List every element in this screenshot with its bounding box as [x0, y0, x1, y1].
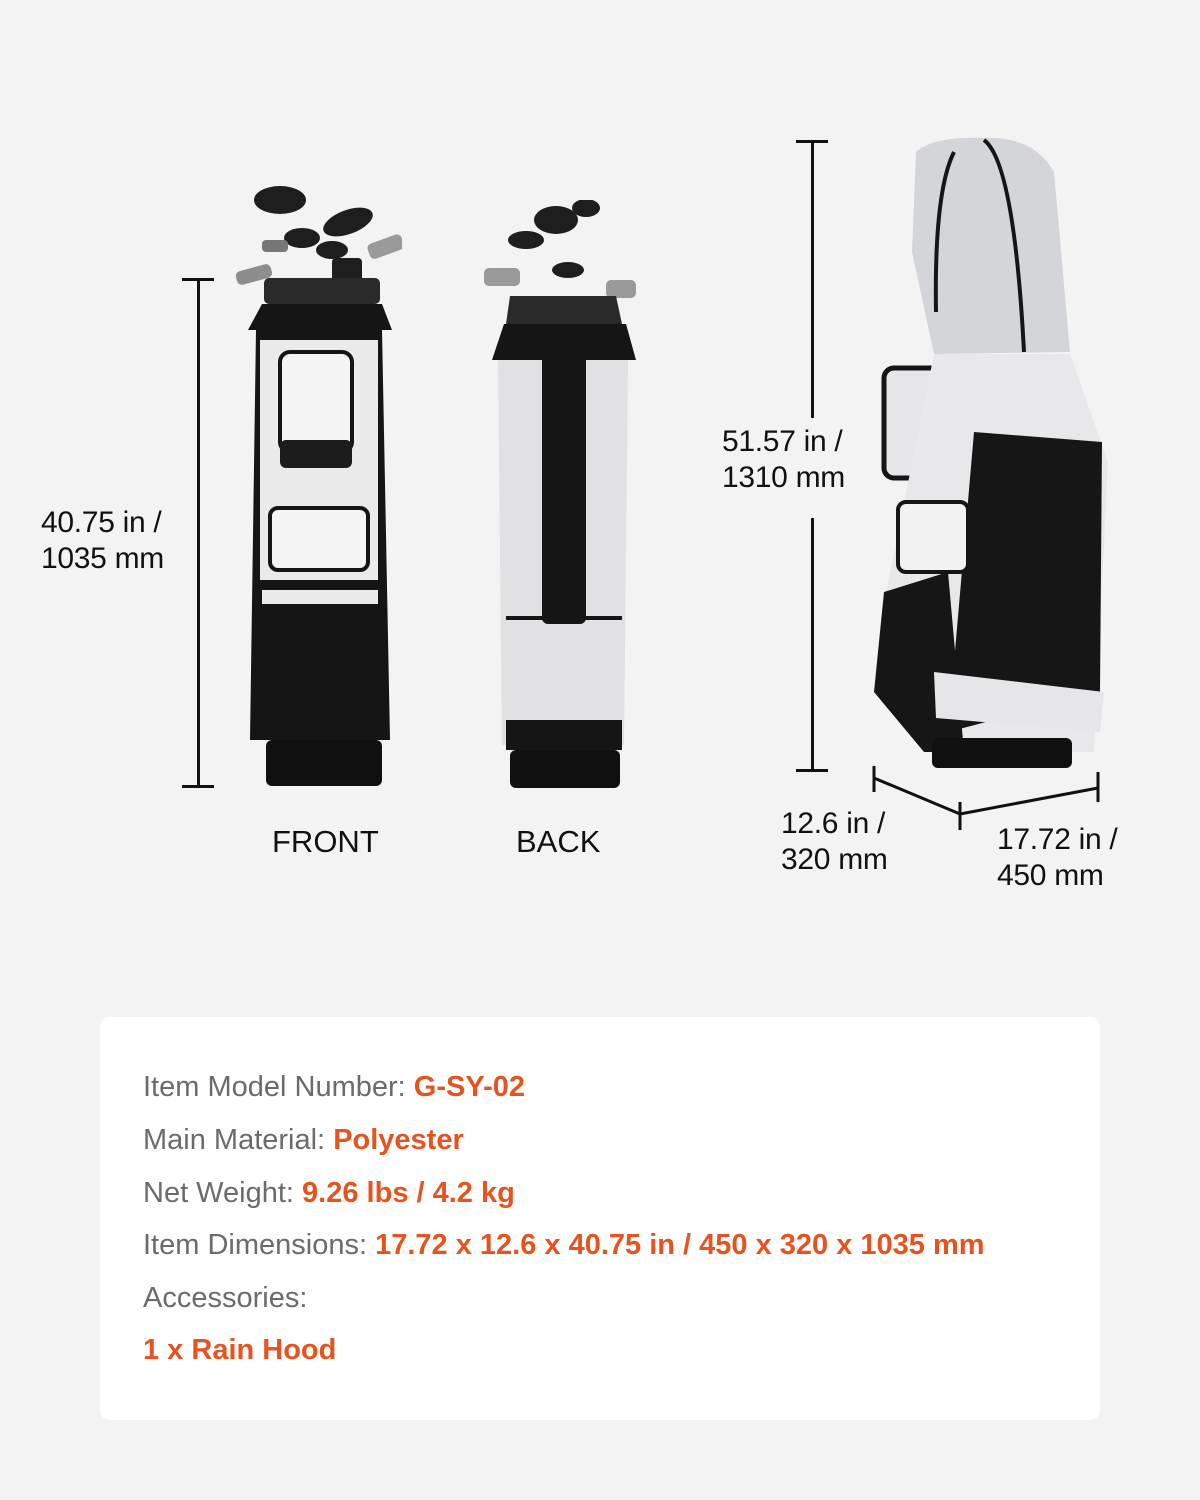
- width-in: 17.72 in /: [997, 823, 1118, 856]
- front-height-label: [41, 505, 164, 577]
- spec-card: [100, 1017, 1100, 1420]
- spec-row-material: [143, 1122, 464, 1158]
- depth-in: 12.6 in /: [781, 807, 886, 840]
- spec-dimensions-value: 17.72 x 12.6 x 40.75 in / 450 x 320 x 1035 mm: [375, 1229, 985, 1261]
- front-height-in: 40.75 in /: [41, 506, 162, 539]
- spec-row-accessories-value: [143, 1332, 336, 1368]
- width-mm: 450 mm: [997, 859, 1104, 892]
- spec-weight-value: 9.26 lbs / 4.2 kg: [302, 1177, 515, 1209]
- side-height-scale-bottom-cap: [796, 769, 828, 772]
- back-view-label: BACK: [516, 824, 601, 859]
- spec-dimensions-label: Item Dimensions:: [143, 1229, 368, 1261]
- front-height-scale-line: [197, 278, 200, 788]
- spec-material-label: Main Material:: [143, 1124, 326, 1156]
- spec-model-value: G-SY-02: [413, 1071, 525, 1103]
- side-height-scale-line-lower: [811, 518, 814, 772]
- front-height-scale-bottom-cap: [182, 785, 214, 788]
- spec-accessories-value: 1 x Rain Hood: [143, 1334, 337, 1366]
- spec-model-label: Item Model Number:: [143, 1071, 406, 1103]
- depth-label: [781, 806, 888, 878]
- depth-mm: 320 mm: [781, 843, 888, 876]
- spec-row-weight: [143, 1175, 515, 1211]
- side-bag-with-hood-image: [864, 132, 1116, 774]
- width-label: [997, 822, 1117, 894]
- side-height-scale-line-upper: [811, 140, 814, 418]
- spec-row-accessories: [143, 1280, 307, 1316]
- front-height-mm: 1035 mm: [41, 542, 164, 575]
- spec-weight-label: Net Weight:: [143, 1177, 294, 1209]
- front-view-label: FRONT: [272, 824, 379, 859]
- side-height-in: 51.57 in /: [722, 425, 843, 458]
- front-club-heads: [235, 186, 402, 290]
- back-bag-image: [476, 200, 646, 790]
- spec-row-dimensions: [143, 1227, 985, 1263]
- spec-material-value: Polyester: [333, 1124, 464, 1156]
- spec-accessories-label: Accessories:: [143, 1282, 308, 1314]
- front-bag-image: [232, 180, 402, 795]
- spec-row-model: [143, 1069, 525, 1105]
- side-height-mm: 1310 mm: [722, 461, 845, 494]
- side-height-label: [722, 424, 845, 496]
- back-club-heads: [484, 200, 636, 298]
